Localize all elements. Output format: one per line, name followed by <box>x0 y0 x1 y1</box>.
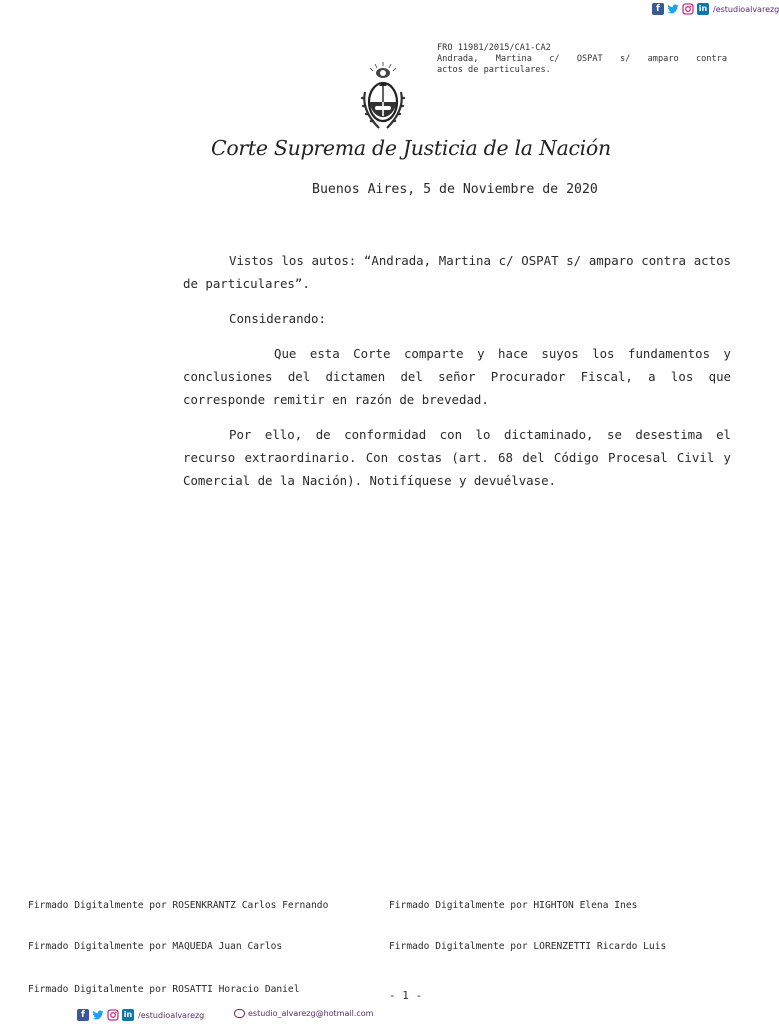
case-word: s/ <box>619 54 631 64</box>
paragraph-considerando: Considerando: <box>229 311 326 326</box>
document-date: Buenos Aires, 5 de Noviembre de 2020 <box>312 182 598 197</box>
email-address[interactable]: estudio_alvarezg@hotmail.com <box>248 1009 374 1018</box>
court-name: Corte Suprema de Justicia de la Nación <box>211 136 611 160</box>
social-bar-bottom <box>77 1009 204 1021</box>
paragraph-resolucion: Por ello, de conformidad con lo dictaminado, se desestima el recurso extraordinario. Con costas (art. 68 del Código Procesal Civil y Comercial de la Nación). Notifíquese y devuélvase. <box>183 427 731 488</box>
social-handle[interactable]: /estudioalvarezg <box>713 4 779 14</box>
facebook-icon[interactable]: f <box>652 3 664 15</box>
case-word: amparo <box>647 54 679 64</box>
social-bar-top <box>652 3 779 15</box>
paragraph-fundamentos: Que esta Corte comparte y hace suyos los fundamentos y conclusiones del dictamen del señor Procurador Fiscal, a los que corresponde remitir en razón de brevedad. <box>183 346 731 407</box>
email-contact[interactable] <box>234 1009 373 1018</box>
signature-line: Firmado Digitalmente por ROSATTI Horacio Daniel <box>28 984 300 995</box>
case-word: OSPAT <box>576 54 603 64</box>
signature-line: Firmado Digitalmente por ROSENKRANTZ Carlos Fernando <box>28 900 329 911</box>
case-word: contra <box>695 54 727 64</box>
mail-icon <box>234 1009 245 1018</box>
case-word: Martina <box>495 54 532 64</box>
national-seal-icon <box>357 62 409 132</box>
paragraph-vistos: Vistos los autos: “Andrada, Martina c/ OSPAT s/ amparo contra actos de particulares”. <box>183 253 731 291</box>
social-handle[interactable]: /estudioalvarezg <box>138 1010 205 1020</box>
case-header <box>437 43 727 76</box>
signature-line: Firmado Digitalmente por HIGHTON Elena Ines <box>389 900 638 911</box>
facebook-icon[interactable]: f <box>77 1009 89 1021</box>
case-file-number: FRO 11981/2015/CA1-CA2 <box>437 43 551 53</box>
instagram-icon[interactable] <box>107 1009 119 1021</box>
case-title-line-2: actos de particulares. <box>437 65 551 75</box>
twitter-icon[interactable] <box>667 3 679 15</box>
instagram-icon[interactable] <box>682 3 694 15</box>
page-number: - 1 - <box>389 989 423 1002</box>
case-word: Andrada, <box>437 54 479 64</box>
case-title-line <box>437 54 727 65</box>
linkedin-icon[interactable]: in <box>698 4 708 13</box>
linkedin-icon[interactable]: in <box>123 1010 133 1019</box>
case-word: c/ <box>549 54 560 64</box>
signature-line: Firmado Digitalmente por MAQUEDA Juan Carlos <box>28 941 283 952</box>
twitter-icon[interactable] <box>92 1009 104 1021</box>
signature-line: Firmado Digitalmente por LORENZETTI Ricardo Luis <box>389 941 667 952</box>
